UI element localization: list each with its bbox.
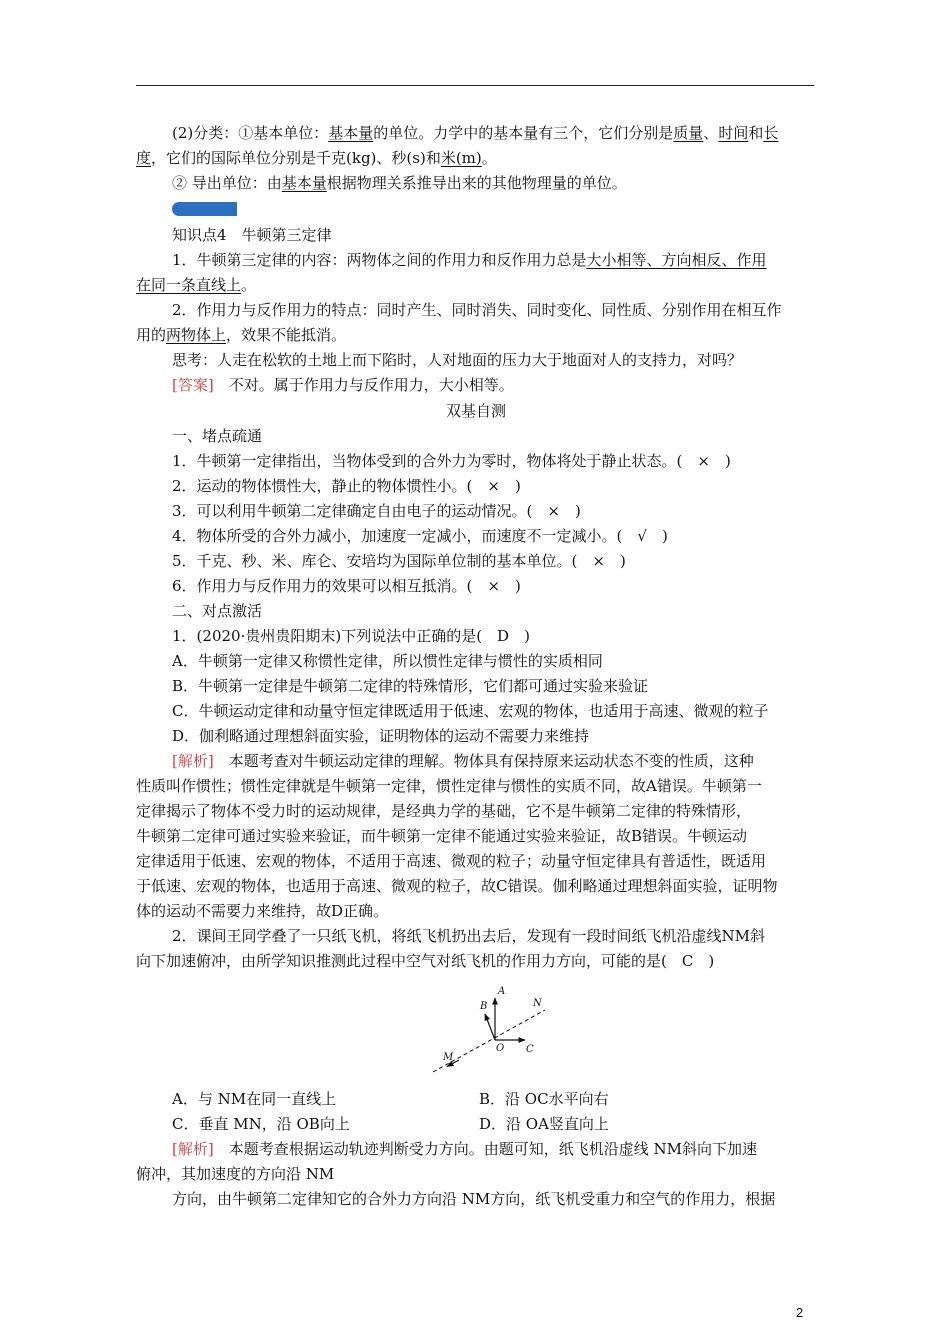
q2-analysis-line: 方向，由牛顿第二定律知它的合外力方向沿 NM方向，纸飞机受重力和空气的作用力，根据 [172, 1190, 776, 1208]
selftest-item: 2．运动的物体惯性大，静止的物体惯性小。( × ) [172, 477, 521, 495]
q2-stem-2: 向下加速俯冲，由所学知识推测此过程中空气对纸飞机的作用力方向，可能的是( C ) [136, 952, 715, 970]
q2-option-b: B．沿 OC水平向右 [479, 1090, 609, 1108]
selftest-item: 1．牛顿第一定律指出，当物体受到的合外力为零时，物体将处于静止状态。( × ) [172, 452, 731, 470]
selftest-section-2: 二、对点激活 [172, 602, 263, 620]
q1-analysis-line: 牛顿第二定律可通过实验来验证，而牛顿第一定律不能通过实验来验证，故B错误。牛顿运动 [136, 827, 748, 845]
label-m: M [443, 1052, 454, 1063]
selftest-item: 5．千克、秒、米、库仑、安培均为国际单位制的基本单位。( × ) [172, 552, 626, 570]
analysis-tag: [解析] [172, 1140, 214, 1158]
q2-option-c: C．垂直 MN，沿 OB向上 [172, 1115, 350, 1133]
label-o: O [496, 1043, 505, 1054]
label-a: A [498, 986, 506, 997]
units-line-1: (2)分类：①基本单位：基本量的单位。力学中的基本量有三个，它们分别是质量、时间和长 [172, 124, 779, 142]
ob-arrow [485, 1014, 495, 1040]
q1-analysis-line: 性质叫作惯性；惯性定律就是牛顿第一定律，惯性定律与惯性的实质不同，故A错误。牛顿第一 [136, 777, 762, 795]
label-c: C [526, 1044, 534, 1055]
units-line-3: ② 导出单位：由基本量根据物理关系推导出来的其他物理量的单位。 [172, 174, 627, 192]
q1-analysis-line: 体的运动不需要力来维持，故D正确。 [136, 902, 389, 920]
q2-analysis-line: 俯冲，其加速度的方向沿 NM [136, 1165, 335, 1183]
kp4-p2-line-1: 2．作用力与反作用力的特点：同时产生、同时消失、同时变化、同性质、分别作用在相互作 [172, 301, 782, 319]
q2-option-a: A．与 NM在同一直线上 [172, 1090, 337, 1108]
q1-analysis-line: 定律适用于低速、宏观的物体，不适用于高速、微观的粒子；动量守恒定律具有普适性，既适用 [136, 852, 767, 870]
kp4-title: 知识点4 牛顿第三定律 [172, 226, 332, 244]
q2-option-d: D．沿 OA竖直向上 [479, 1115, 609, 1133]
q1-analysis-line: 定律揭示了物体不受力时的运动规律，是经典力学的基础，它不是牛顿第二定律的特殊情形， [136, 802, 752, 820]
selftest-item: 4．物体所受的合外力减小，加速度一定减小，而速度不一定减小。( √ ) [172, 527, 668, 545]
kp4-p1-line-1: 1．牛顿第三定律的内容：两物体之间的作用力和反作用力总是大小相等、方向相反、作用 [172, 251, 767, 269]
analysis-tag: [解析] [172, 752, 214, 770]
units-line-2: 度，它们的国际单位分别是千克(kg)、秒(s)和米(m)。 [136, 149, 497, 167]
q1-option-d: D．伽利略通过理想斜面实验，证明物体的运动不需要力来维持 [172, 727, 590, 745]
answer-tag: [答案] [172, 376, 214, 394]
selftest-heading: 双基自测 [445, 402, 506, 420]
q1-analysis-line: 于低速、宏观的物体，也适用于高速、微观的粒子，故C错误。伽利略通过理想斜面实验，证明物 [136, 877, 778, 895]
section-badge [172, 202, 237, 216]
label-n: N [533, 998, 542, 1009]
q1-stem: 1．(2020·贵州贵阳期末)下列说法中正确的是( D ) [172, 627, 530, 645]
q1-option-c: C．牛顿运动定律和动量守恒定律既适用于低速、宏观的物体，也适用于高速、微观的粒子 [172, 702, 769, 720]
q2-analysis-line: [解析] 本题考查根据运动轨迹判断受力方向。由题可知，纸飞机沿虚线 NM斜向下加速 [172, 1140, 757, 1158]
selftest-section-1: 一、堵点疏通 [172, 427, 263, 445]
kp4-think: 思考：人走在松软的土地上而下陷时，人对地面的压力大于地面对人的支持力，对吗？ [172, 351, 743, 369]
page-number: 2 [796, 1305, 804, 1320]
q1-option-a: A．牛顿第一定律又称惯性定律，所以惯性定律与惯性的实质相同 [172, 652, 603, 670]
kp4-p1-line-2: 在同一条直线上。 [136, 276, 257, 294]
header-rule [136, 85, 814, 86]
force-diagram [425, 980, 555, 1075]
q2-stem-1: 2．课间王同学叠了一只纸飞机，将纸飞机扔出去后，发现有一段时间纸飞机沿虚线NM斜 [172, 927, 766, 945]
kp4-answer: [答案] 不对。属于作用力与反作用力，大小相等。 [172, 376, 514, 394]
label-b: B [480, 1001, 488, 1012]
q1-option-b: B．牛顿第一定律是牛顿第二定律的特殊情形，它们都可通过实验来验证 [172, 677, 649, 695]
q1-analysis-line: [解析] 本题考查对牛顿运动定律的理解。物体具有保持原来运动状态不变的性质，这种 [172, 752, 754, 770]
kp4-p2-line-2: 用的两物体上，效果不能抵消。 [136, 326, 347, 344]
selftest-item: 3．可以利用牛顿第二定律确定自由电子的运动情况。( × ) [172, 502, 581, 520]
selftest-item: 6．作用力与反作用力的效果可以相互抵消。( × ) [172, 577, 521, 595]
